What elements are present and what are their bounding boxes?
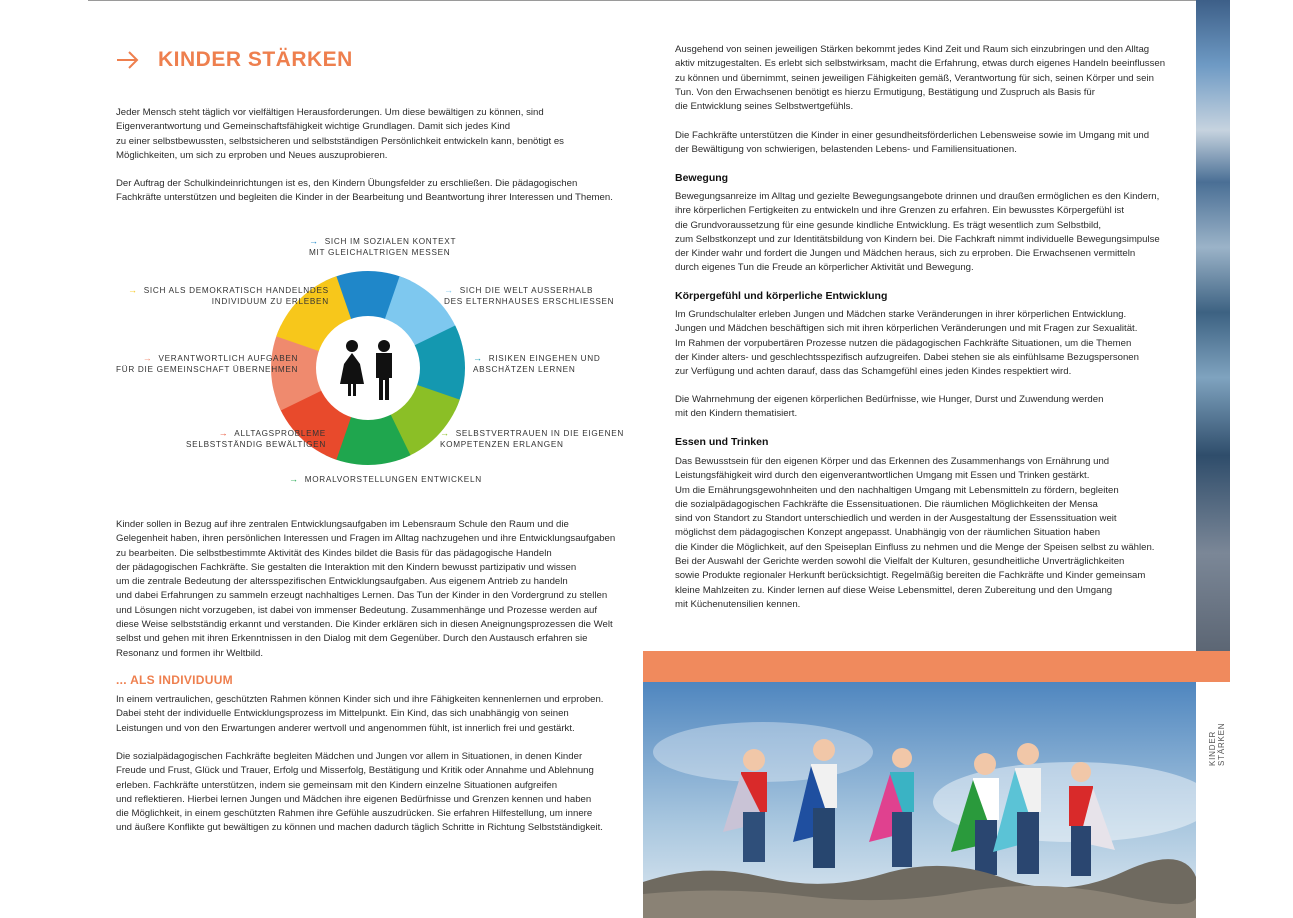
body-paragraph-3: Die sozialpädagogischen Fachkräfte begleiten Mädchen und Jungen vor allem in Situationen, in denen Kinder Freude und Frust, Glück und Trauer, Erfolg und Misserfolg, Bestätigung und Kritik oder Annahme und Ablehnung erleben. Fachkräfte unterstützen, indem sie gemeinsam mit den Kindern einzelne Situationen aufgreifen und reflektieren. Hierbei lernen Jungen und Mädchen ihre eigenen Bedürfnisse und Grenzen kennen und haben die Möglichkeit, in einem geschützten Rahmen ihre Gefühle auszudrücken. Sie erfahren Hilfestellung, um innere und äußere Konflikte gut bewältigen zu können und machen dadurch täglich Schritte in Richtung Selbstständigkeit.	[116, 751, 603, 834]
arrow-right-icon	[116, 50, 140, 70]
photo-children-superheroes	[643, 682, 1196, 918]
label-everyday-problems: → ALLTAGSPROBLEME SELBSTSTÄNDIG BEWÄLTIGEN	[186, 428, 326, 449]
arrow-icon: →	[440, 428, 450, 438]
side-section-label: KINDER STÄRKEN	[1208, 722, 1226, 766]
label-morals: → MORALVORSTELLUNGEN ENTWICKELN	[289, 474, 482, 484]
arrow-icon: →	[473, 353, 483, 363]
arrow-icon: →	[289, 474, 299, 484]
arrow-icon: →	[444, 285, 454, 295]
wheel-center	[316, 316, 420, 420]
arrow-icon: →	[218, 428, 229, 438]
label-risks: → RISIKEN EINGEHEN UND ABSCHÄTZEN LERNEN	[473, 353, 601, 374]
arrow-icon: →	[128, 285, 138, 295]
label-democratic: → SICH ALS DEMOKRATISCH HANDELNDES INDIVIDUUM ZU ERLEBEN	[128, 285, 329, 306]
section-heading-koerper: Körpergefühl und körperliche Entwicklung	[675, 290, 888, 302]
body-paragraph-2: In einem vertraulichen, geschützten Rahmen können Kinder sich und ihre Fähigkeiten kennenlernen und erproben. Dabei steht der individuelle Entwicklungsprozess im Mittelpunkt. Ein Kind, das sich unabhängig von seinen Leistungen und von den Erwartungen anderer wertvoll und angenommen fühlt, ist innerlich frei und gestärkt.	[116, 694, 604, 734]
intro-paragraph-1: Jeder Mensch steht täglich vor vielfältigen Herausforderungen. Um diese bewältigen zu können, sind Eigenverantwortung und Gemeinschaftsfähigkeit wichtige Grundlagen. Damit sich jedes Kind zu einer selbstbewussten, selbstsicheren und selbstständigen Persönlichkeit entwickeln kann, benötigt es Möglichkeiten, um sich zu erproben und Neues auszuprobieren.	[116, 107, 564, 161]
label-world-outside: → SICH DIE WELT AUSSERHALB DES ELTERNHAUSES ERSCHLIESSEN	[444, 285, 615, 306]
section-heading-individuum: ... ALS INDIVIDUUM	[116, 673, 233, 687]
section-heading-bewegung: Bewegung	[675, 172, 729, 184]
page-heading	[116, 48, 353, 72]
arrow-icon: →	[142, 353, 153, 363]
intro-paragraph-2: Der Auftrag der Schulkindeinrichtungen ist es, den Kindern Übungsfelder zu erschließen. Die pädagogischen Fachkräfte unterstützen und begleiten die Kinder in der Bearbeitung und Beantwortung ihrer Interessen und Themen.	[116, 178, 613, 204]
orange-band	[643, 651, 1230, 682]
top-rule	[88, 0, 1196, 1]
decorative-image-strip	[1196, 0, 1230, 651]
section-heading-essen: Essen und Trinken	[675, 436, 769, 448]
label-self-confidence: → SELBSTVERTRAUEN IN DIE EIGENEN KOMPETENZEN ERLANGEN	[440, 428, 624, 449]
label-social-context: → SICH IM SOZIALEN KONTEXT MIT GLEICHALTRIGEN MESSEN	[309, 236, 457, 257]
koerper-paragraph: Im Grundschulalter erleben Jungen und Mädchen starke Veränderungen in ihrer körperlichen Entwicklung. Jungen und Mädchen beschäftigen sich mit ihren körperlichen Veränderungen und mit Fragen zur Sexualität. Im Rahmen der vorpubertären Prozesse nutzen die pädagogischen Fachkräfte Situationen, um die Themen der Kinder alters- und geschlechtsspezifisch aufzugreifen. Dabei stehen sie als einfühlsame Bezugspersonen zur Verfügung und achten darauf, dass das Schamgefühl eines jeden Kindes respektiert wird.	[675, 309, 1139, 378]
right-paragraph-2: Die Fachkräfte unterstützen die Kinder in einer gesundheitsförderlichen Lebensweise sowie im Umgang mit und der Bewältigung von schwierigen, belastenden Lebens- und Familiensituationen.	[675, 130, 1150, 156]
essen-paragraph: Das Bewusstsein für den eigenen Körper und das Erkennen des Zusammenhangs von Ernährung und Leistungsfähigkeit wird durch den eigenverantwortlichen Umgang mit Essen und Trinken gestärkt. Um die Ernährungsgewohnheiten und den nachhaltigen Umgang mit Lebensmitteln zu fördern, begleiten die sozialpädagogischen Fachkräfte die Essensituationen. Die räumlichen Möglichkeiten der Mensa sind von Standort zu Standort unterschiedlich und werden in der Ausgestaltung der Essenssituation weit möglichst dem pädagogischen Konzept angepasst. Unabhängig von der räumlichen Situation haben die Kinder die Möglichkeit, auf den Speiseplan Einfluss zu nehmen und die Menge der Speisen selbst zu wählen. Bei der Auswahl der Gerichte werden sowohl die Vielfalt der Kulturen, gesundheitliche Unverträglichkeiten sowie Produkte regionaler Herkunft berücksichtigt. Regelmäßig bereiten die Fachkräfte und Kinder gemeinsam kleine Mahlzeiten zu. Kinder lernen auf diese Weise Lebensmittel, deren Zubereitung und den Umgang mit Küchenutensilien kennen.	[675, 456, 1155, 610]
label-responsibility: → VERANTWORTLICH AUFGABEN FÜR DIE GEMEINSCHAFT ÜBERNEHMEN	[116, 353, 299, 374]
right-paragraph-1: Ausgehend von seinen jeweiligen Stärken bekommt jedes Kind Zeit und Raum sich einzubringen und den Alltag aktiv mitzugestalten. Es erlebt sich selbstwirksam, macht die Erfahrung, etwas durch eigenes Handeln beeinflussen zu können und übernimmt, seinen jeweiligen Fähigkeiten gemäß, Verantwortung für sich, seinen Körper und sein Tun. Von den Erwachsenen benötigt es hierzu Ermutigung, Bestätigung und Zuspruch als Basis für die Entwicklung seines Selbstwertgefühls.	[675, 44, 1166, 113]
page-title: KINDER STÄRKEN	[158, 48, 353, 71]
bewegung-paragraph: Bewegungsanreize im Alltag und gezielte Bewegungsangebote drinnen und draußen ermöglichen es den Kindern, ihre körperlichen Fertigkeiten zu entwickeln und ihre Grenzen zu erfahren. Ein bewusstes Körpergefühl ist die Grundvoraussetzung für eine gesunde kindliche Entwicklung. Es trägt wesentlich zum Selbstbild, zum Selbstkonzept und zur Identitätsbildung von Kindern bei. Die Fachkraft nimmt individuelle Bewegungsimpulse der Kinder wahr und fordert die Jungen und Mädchen heraus, sich zu erproben. Die Erwachsenen vermitteln durch eigenes Tun die Freude an körperlicher Aktivität und Bewegung.	[675, 191, 1160, 274]
body-paragraph-1: Kinder sollen in Bezug auf ihre zentralen Entwicklungsaufgaben im Lebensraum Schule den Raum und die Gelegenheit haben, ihren persönlichen Interessen und Fragen im Alltag nachzugehen und ihre Entwicklungsaufgaben zu bearbeiten. Die selbstbestimmte Aktivität des Kindes bildet die Basis für das pädagogische Handeln der pädagogischen Fachkräfte. Sie gestalten die Interaktion mit den Kindern bewusst partizipativ und wissen um die zentrale Bedeutung der altersspezifischen Entwicklungsaufgaben. Aus eigenem Antrieb zu handeln und dabei Erfahrungen zu sammeln erzeugt nachhaltiges Lernen. Das Tun der Kinder in den Vordergrund zu stellen und Lösungen nicht vorzugeben, ist dabei von immenser Bedeutung. Zusammenhänge und Prozesse werden auf diese Weise selbstständig erkannt und verstanden. Die Kinder erklären sich in diesen Aneignungsprozessen die Welt selbst und gehen mit ihren Erkenntnissen in den Dialog mit dem Gegenüber. Durch den Austausch erfahren sie Resonanz und formen ihr Weltbild.	[116, 519, 616, 659]
koerper-paragraph-2: Die Wahrnehmung der eigenen körperlichen Bedürfnisse, wie Hunger, Durst und Zuwendung werden mit den Kindern thematisiert.	[675, 394, 1104, 420]
arrow-icon: →	[309, 236, 319, 246]
